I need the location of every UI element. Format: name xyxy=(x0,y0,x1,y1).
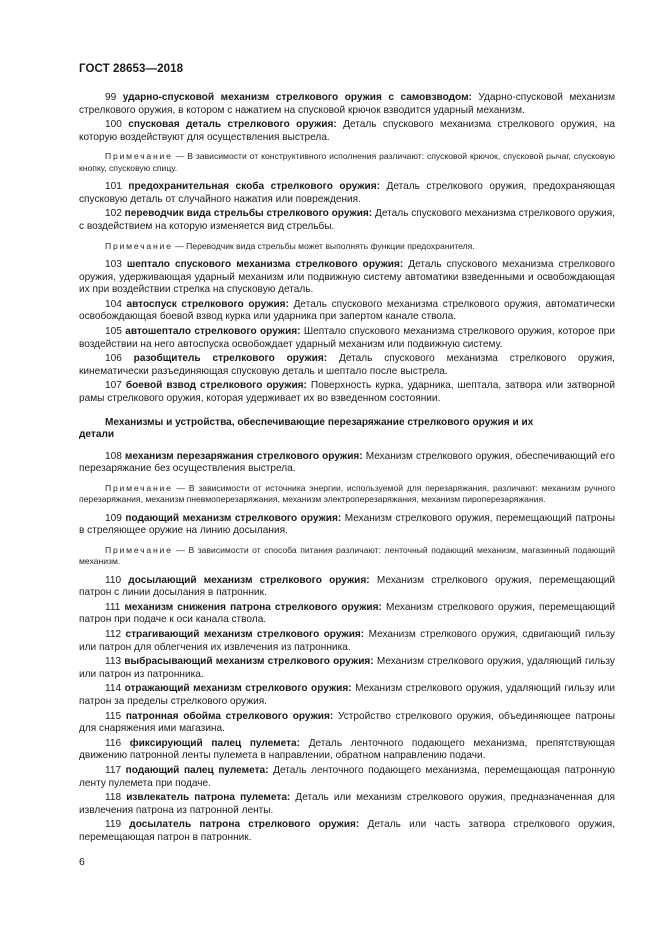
term-entry xyxy=(79,602,615,627)
entry-number: 116 xyxy=(105,737,122,749)
entry-definition: Механизм стрелкового оружия, перемещающий патроны в стреляющее оружие на линию досылания. xyxy=(79,512,615,537)
entry-definition: Поверхность курка, ударника, шептала, затвора или затворной рамы стрелкового оружия, которая удерживает их во взведенном состоянии. xyxy=(79,380,616,404)
term-entry xyxy=(79,451,615,476)
entry-number: 100 xyxy=(105,119,122,131)
entry-number: 103 xyxy=(105,258,122,270)
entry-number: 102 xyxy=(105,208,122,220)
entry-number: 110 xyxy=(105,574,122,586)
entry-term: боевой взвод стрелкового оружия: xyxy=(125,380,307,392)
note-text: В зависимости от конструктивного исполнения различают: спусковой крючок, спусковой рычаг, спусковую кнопку, спусковую спицу. xyxy=(79,151,615,173)
entry-term: патронная обойма стрелкового оружия: xyxy=(125,710,334,722)
term-entry xyxy=(79,259,615,297)
term-entry xyxy=(79,380,615,405)
entry-definition: Деталь спускового механизма стрелкового оружия, автоматически освобождающая боевой взвод курка или ударника при запертом канале ствола. xyxy=(79,298,615,323)
note-dash: — xyxy=(172,151,188,162)
entry-number: 118 xyxy=(105,792,122,804)
term-entry xyxy=(79,683,615,708)
term-entry xyxy=(79,181,615,206)
entry-term: механизм перезаряжания стрелкового оружия: xyxy=(124,450,363,462)
term-entry xyxy=(79,792,615,817)
note-text: В зависимости от источника энергии, используемой для перезаряжания, различают: механизм ручного перезаряжания, механизм пневмоперезаряжания, механизм электроперезаряжания, механизм пироперезаряжания. xyxy=(79,482,615,505)
entry-term: автошептало стрелкового оружия: xyxy=(125,325,301,337)
entry-definition: Деталь спускового механизма стрелкового оружия, с воздействием на которую изменяется вид стрельбы. xyxy=(79,208,615,232)
entry-term: подающий палец пулемета: xyxy=(125,765,269,776)
entry-term: шептало спускового механизма стрелкового оружия: xyxy=(126,258,404,270)
entry-number: 105 xyxy=(105,325,122,337)
entry-term: отражающий механизм стрелкового оружия: xyxy=(124,683,352,695)
entry-number: 112 xyxy=(105,629,122,641)
term-entry xyxy=(79,711,615,736)
entry-term: разобщитель стрелкового оружия: xyxy=(133,353,328,365)
note-label: Примечание xyxy=(105,544,173,555)
entry-definition: Механизм стрелкового оружия, удаляющий гильзу или патрон за пределы стрелкового оружия. xyxy=(79,683,615,708)
entry-definition: Механизм стрелкового оружия, обеспечивающий его перезаряжание без осуществления выстрела. xyxy=(79,450,615,475)
entry-definition: Механизм стрелкового оружия, перемещающий патрон при подаче к оси канала ствола. xyxy=(79,601,615,626)
entry-definition: Деталь спускового механизма стрелкового оружия, кинематически разъединяющая спусковую деталь и шептало после выстрела. xyxy=(79,353,615,377)
entry-definition: Деталь ленточного подающего механизма, препятствующая движению патронной ленты пулемета в направлении, обратном направлению подачи. xyxy=(79,737,615,762)
document-body xyxy=(79,92,615,847)
note-text: В зависимости от способа питания различают: ленточный подающий механизм, магазинный подающий механизм. xyxy=(79,544,615,567)
entry-term: предохранительная скоба стрелкового оружия: xyxy=(128,181,380,193)
note-label: Примечание xyxy=(105,482,173,493)
page-number: 6 xyxy=(79,856,85,868)
term-entry xyxy=(79,513,615,538)
entry-number: 119 xyxy=(105,819,122,831)
entry-number: 111 xyxy=(105,601,121,613)
entry-definition: Шептало спускового механизма стрелкового оружия, которое при воздействии на него автоспуска освобождает ударный механизм или подвижную систему. xyxy=(79,325,615,350)
entry-definition: Деталь или механизм стрелкового оружия, предназначенная для извлечения патрона из патронной ленты. xyxy=(79,792,615,816)
entry-term: переводчик вида стрельбы стрелкового оружия: xyxy=(124,208,373,220)
entry-term: досылатель патрона стрелкового оружия: xyxy=(129,819,360,831)
entry-term: ударно-спусковой механизм стрелкового оружия с самовзводом: xyxy=(122,92,472,103)
document-header: ГОСТ 28653—2018 xyxy=(79,63,184,75)
entry-term: фиксирующий палец пулемета: xyxy=(129,737,301,749)
section-title: Механизмы и устройства, обеспечивающие перезаряжание стрелкового оружия и их детали xyxy=(79,416,534,441)
note xyxy=(79,151,615,174)
entry-term: механизм снижения патрона стрелкового оружия: xyxy=(124,601,382,613)
entry-number: 108 xyxy=(105,450,122,462)
entry-definition: Механизм стрелкового оружия, сдвигающий гильзу или патрон для облегчения их извлечения из патронника. xyxy=(79,629,615,653)
term-entry xyxy=(79,819,615,844)
entry-number: 104 xyxy=(105,298,122,310)
entry-number: 107 xyxy=(105,380,122,392)
term-entry xyxy=(79,326,615,351)
entry-definition: Деталь или часть затвора стрелкового оружия, перемещающая патрон в патронник. xyxy=(79,819,616,843)
term-entry xyxy=(79,629,615,654)
term-entry xyxy=(79,208,615,233)
entry-number: 114 xyxy=(105,683,122,695)
entry-number: 101 xyxy=(105,181,122,193)
note-label: Примечание xyxy=(105,151,173,162)
entry-number: 117 xyxy=(105,765,122,776)
term-entry xyxy=(79,92,615,117)
note-dash: — xyxy=(172,240,187,251)
entry-term: автоспуск стрелкового оружия: xyxy=(126,298,289,310)
term-entry xyxy=(79,575,615,600)
entry-definition: Ударно-спусковой механизм стрелкового оружия, в котором с нажатием на спусковой крючок взводится ударный механизм. xyxy=(79,92,616,116)
entry-definition: Устройство стрелкового оружия, объединяющее патроны для снаряжения ими магазина. xyxy=(79,710,616,735)
term-entry xyxy=(79,119,615,144)
entry-number: 115 xyxy=(105,710,122,722)
entry-term: извлекатель патрона пулемета: xyxy=(126,792,291,804)
entry-term: страгивающий механизм стрелкового оружия: xyxy=(125,629,365,641)
entry-definition: Деталь спускового механизма стрелкового оружия, удерживающая ударный механизм или подвижную систему автоматики взведенными и освобождающая их при воздействии стрелка на спусковую деталь. xyxy=(79,258,615,296)
note-text: Переводчик вида стрельбы может выполнять функции предохранителя. xyxy=(186,240,475,251)
note-dash: — xyxy=(172,482,189,493)
entry-term: выбрасывающий механизм стрелкового оружия: xyxy=(124,656,374,668)
entry-definition: Деталь ленточного подающего механизма, перемещающая патронную ленту пулемета при подаче. xyxy=(79,765,615,789)
entry-number: 99 xyxy=(105,92,117,103)
note xyxy=(79,545,615,568)
note-label: Примечание xyxy=(105,240,173,251)
entry-term: подающий механизм стрелкового оружия: xyxy=(125,512,342,524)
entry-number: 109 xyxy=(105,512,122,524)
term-entry xyxy=(79,738,615,763)
note xyxy=(79,483,615,506)
entry-term: досылающий механизм стрелкового оружия: xyxy=(128,574,370,586)
entry-definition: Механизм стрелкового оружия, перемещающий патрон с линии досылания в патронник. xyxy=(79,574,615,599)
note xyxy=(79,241,615,252)
term-entry xyxy=(79,353,615,378)
entry-number: 106 xyxy=(105,353,122,365)
term-entry xyxy=(79,765,615,790)
term-entry xyxy=(79,656,615,681)
entry-definition: Деталь спускового механизма стрелкового оружия, на которую воздействуют для осуществления выстрела. xyxy=(79,119,615,143)
entry-definition: Механизм стрелкового оружия, удаляющий гильзу или патрон из патронника. xyxy=(79,656,615,680)
note-dash: — xyxy=(172,544,189,555)
entry-term: спусковая деталь стрелкового оружия: xyxy=(128,119,337,131)
entry-number: 113 xyxy=(105,656,122,668)
term-entry xyxy=(79,299,615,324)
entry-definition: Деталь стрелкового оружия, предохраняющая спусковую деталь от случайного нажатия или повреждения. xyxy=(79,181,615,205)
